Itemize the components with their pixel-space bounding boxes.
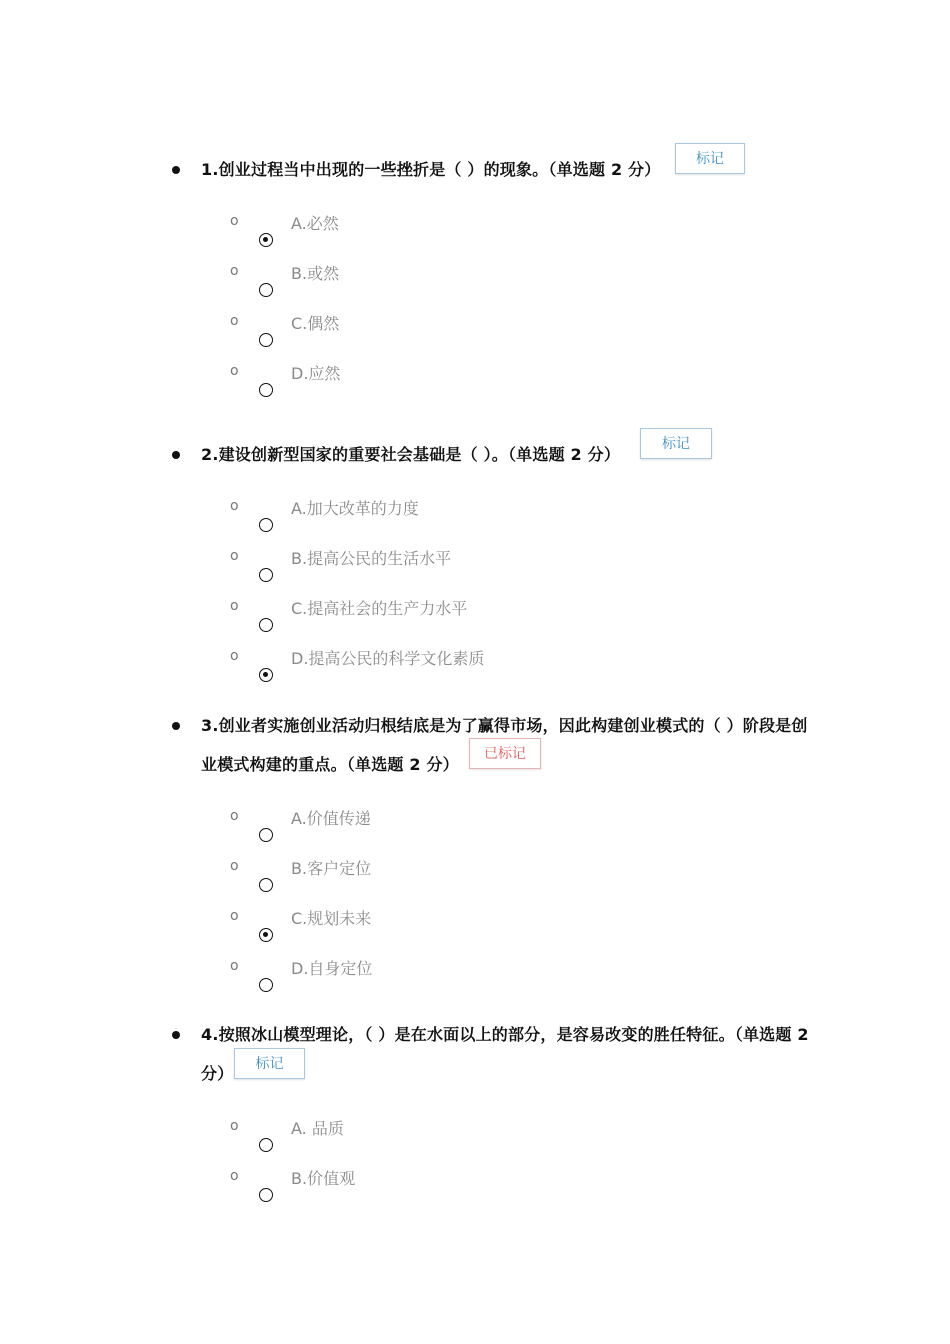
option-radio[interactable]: [259, 928, 273, 942]
option-bullet: o: [230, 313, 239, 329]
mark-button[interactable]: 标记: [234, 1048, 305, 1079]
option-label: B.或然: [291, 264, 340, 283]
option-bullet: o: [230, 1118, 239, 1134]
option-label: D.提高公民的科学文化素质: [291, 649, 485, 668]
option-radio[interactable]: [259, 333, 273, 347]
option-bullet: o: [230, 213, 239, 229]
question-text: 3.创业者实施创业活动归根结底是为了赢得市场，因此构建创业模式的（ ）阶段是创业模式构建的重点。（单选题 2 分）: [201, 716, 808, 774]
option-radio[interactable]: [259, 878, 273, 892]
mark-button[interactable]: 标记: [640, 428, 712, 459]
option-bullet: o: [230, 648, 239, 664]
option-bullet: o: [230, 548, 239, 564]
option-label: A.加大改革的力度: [291, 499, 419, 518]
option-bullet: o: [230, 363, 239, 379]
question-text: 1.创业过程当中出现的一些挫折是（ ）的现象。（单选题 2 分）: [201, 160, 661, 179]
option-radio[interactable]: [259, 978, 273, 992]
option-bullet: o: [230, 263, 239, 279]
option-label: C.提高社会的生产力水平: [291, 599, 468, 618]
question-text: 4.按照冰山模型理论，（ ）是在水面以上的部分，是容易改变的胜任特征。（单选题 2 分）: [201, 1025, 809, 1083]
option-label: B.提高公民的生活水平: [291, 549, 452, 568]
option-label: A. 品质: [291, 1119, 344, 1138]
option-radio[interactable]: [259, 518, 273, 532]
option-radio[interactable]: [259, 283, 273, 297]
option-bullet: o: [230, 598, 239, 614]
question-bullet: [172, 166, 180, 174]
option-label: C.偶然: [291, 314, 340, 333]
option-radio[interactable]: [259, 1138, 273, 1152]
option-radio[interactable]: [259, 1188, 273, 1202]
option-label: D.应然: [291, 364, 341, 383]
question-text: 2.建设创新型国家的重要社会基础是（ ）。（单选题 2 分）: [201, 445, 621, 464]
option-bullet: o: [230, 1168, 239, 1184]
marked-button[interactable]: 已标记: [469, 738, 541, 769]
option-label: B.价值观: [291, 1169, 356, 1188]
option-radio[interactable]: [259, 383, 273, 397]
option-radio[interactable]: [259, 668, 273, 682]
question-bullet: [172, 722, 180, 730]
question-bullet: [172, 1031, 180, 1039]
option-radio[interactable]: [259, 828, 273, 842]
question-bullet: [172, 451, 180, 459]
option-label: C.规划未来: [291, 909, 372, 928]
option-label: B.客户定位: [291, 859, 372, 878]
option-label: D.自身定位: [291, 959, 373, 978]
option-label: A.必然: [291, 214, 339, 233]
mark-button[interactable]: 标记: [675, 143, 745, 174]
option-radio[interactable]: [259, 618, 273, 632]
option-bullet: o: [230, 498, 239, 514]
option-bullet: o: [230, 808, 239, 824]
option-label: A.价值传递: [291, 809, 371, 828]
option-bullet: o: [230, 858, 239, 874]
option-bullet: o: [230, 958, 239, 974]
option-radio[interactable]: [259, 568, 273, 582]
option-radio[interactable]: [259, 233, 273, 247]
option-bullet: o: [230, 908, 239, 924]
